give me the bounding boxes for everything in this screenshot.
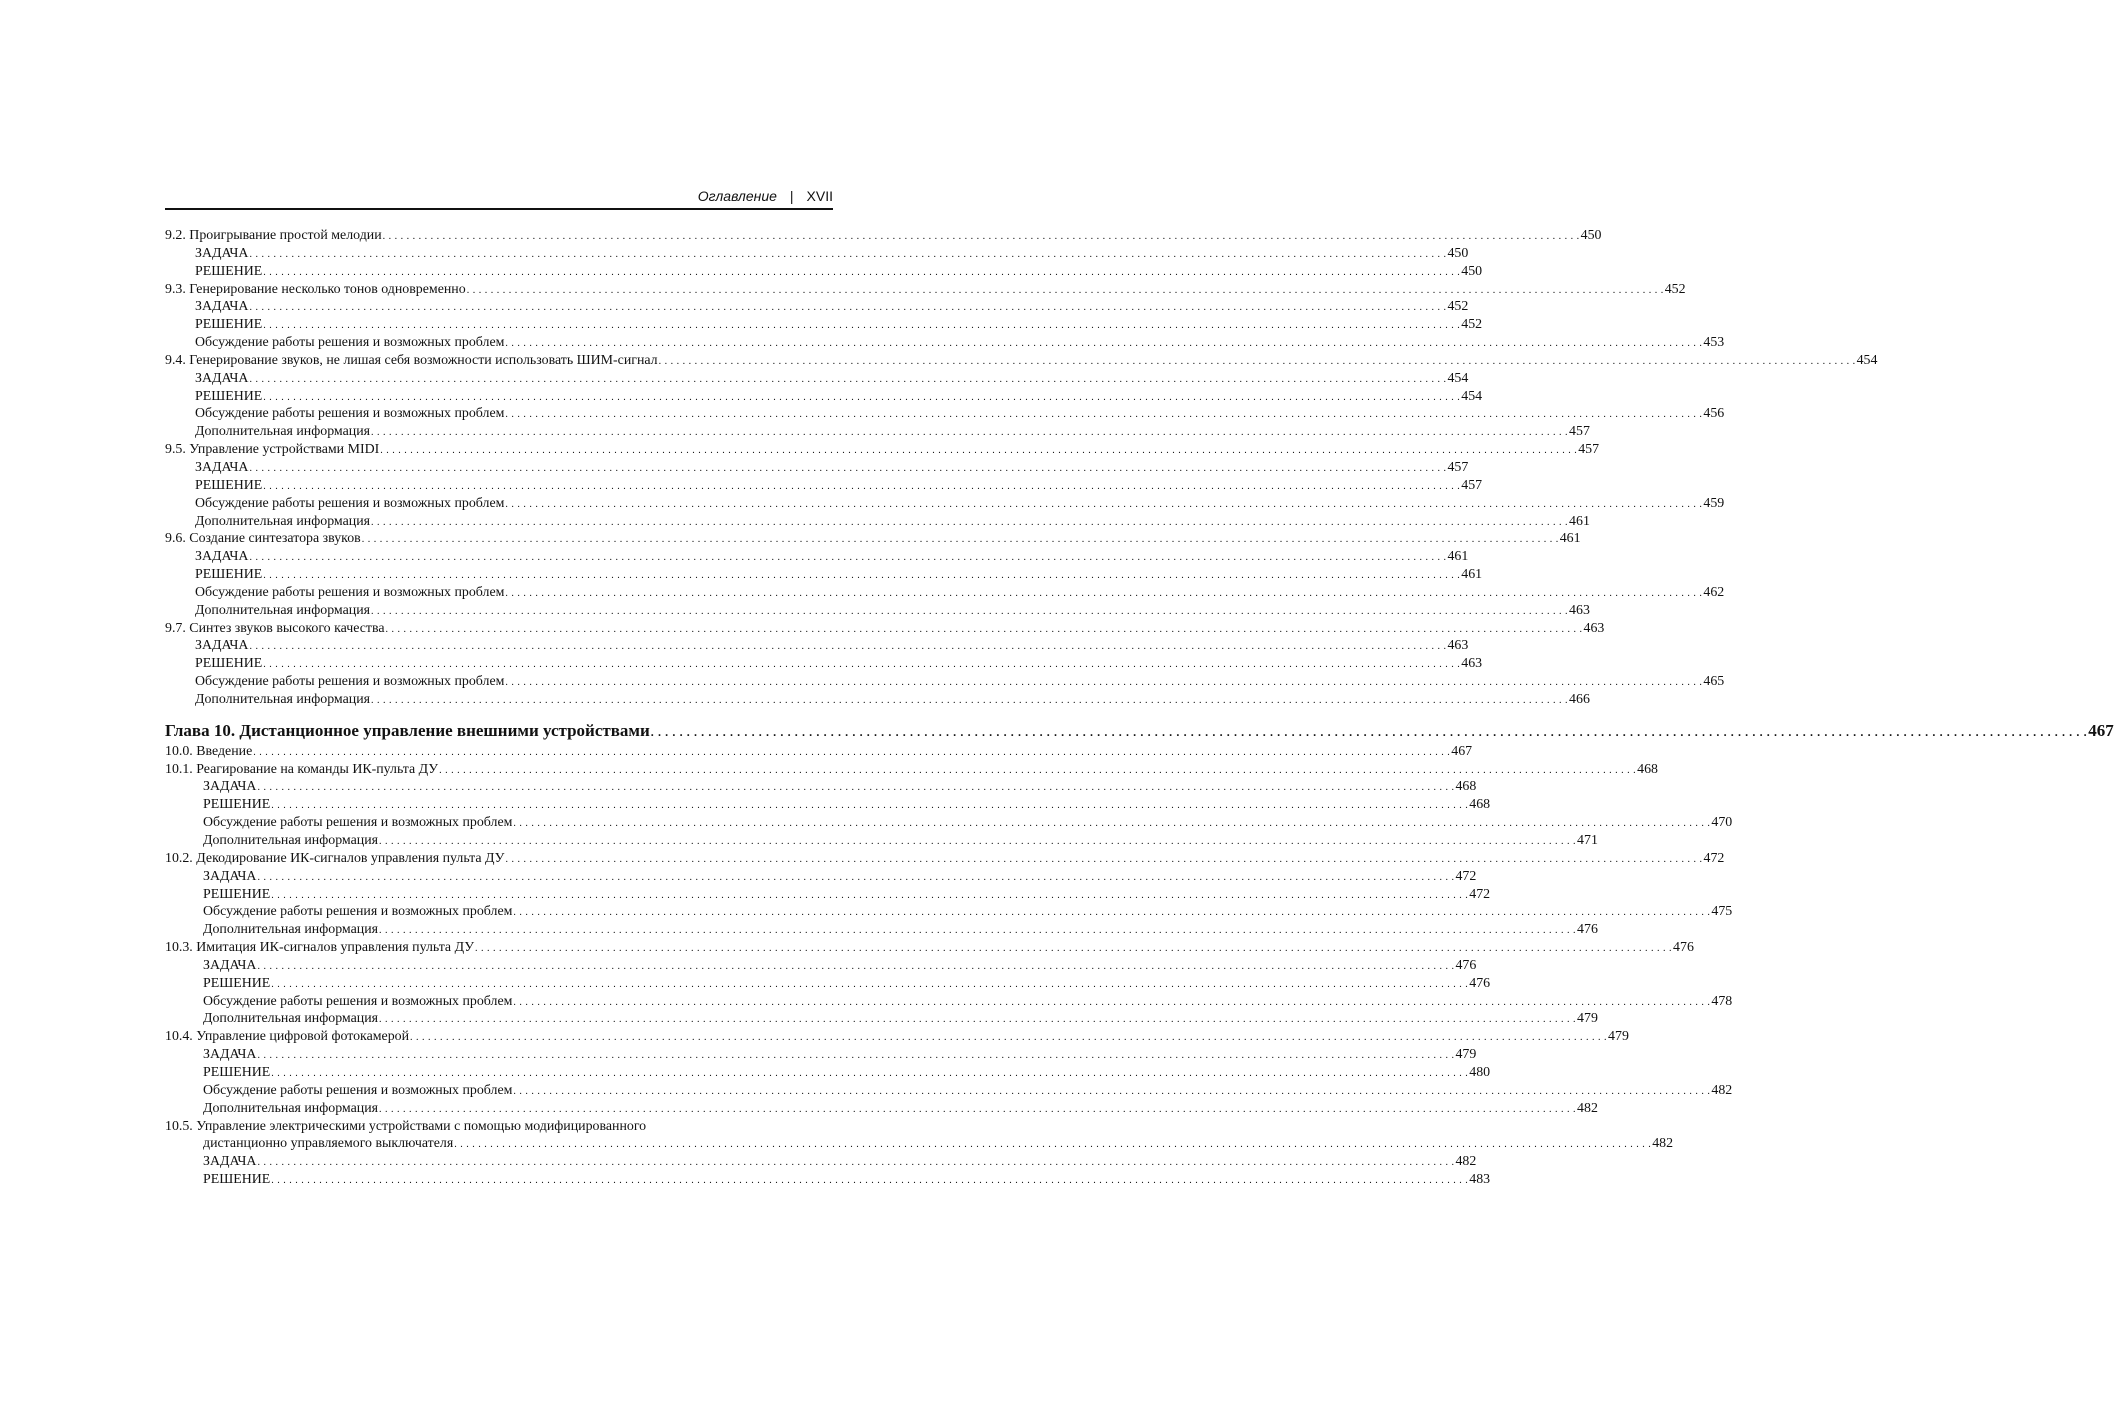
toc-entry — [165, 620, 1605, 638]
toc-dot-leader: . . . . . . . . . . . . . . . . . . . . . . . . . . . . . . . . . . . . . . . . . . . . . . . . . . . . . . . . . . . . . . . . . . . . . . . . . . . . . . . . . . . . . . . . . . . . . . . . . . . . . . . . . . . . . . . . . . . . . . . . . . . . . . . . . . . . . . . . . . . . . . . . . . . . . . . . . . . . . . . . . . . . . . . . . . . . . . . . . . . . . . . . . . . . . . . . . . . . . . . . — [382, 231, 1580, 242]
toc-page-number: 457 — [1461, 477, 1483, 493]
toc-entry-title: 10.5. Управление электрическими устройствами с помощью модифицированного — [165, 1118, 647, 1134]
toc-entry-title: ЗАДАЧА — [195, 370, 249, 386]
toc-entry — [165, 691, 1590, 709]
toc-entry — [165, 832, 1598, 850]
toc-entry-title: Обсуждение работы решения и возможных проблем — [195, 495, 505, 511]
toc-dot-leader: . . . . . . . . . . . . . . . . . . . . . . . . . . . . . . . . . . . . . . . . . . . . . . . . . . . . . . . . . . . . . . . . . . . . . . . . . . . . . . . . . . . . . . . . . . . . . . . . . . . . . . . . . . . . . . . . . . . . . . . . . . . . . . . . . . . . . . . . . . . . . . . . . . . . . . . . . . . . . . . . . . . . . . . . . . . . . . . . . . . . . . . . . . . . . . . . . . . . . . . . — [385, 623, 1583, 635]
toc-entry-title: Дополнительная информация — [203, 922, 379, 938]
toc-page-number: 450 — [1580, 228, 1602, 243]
toc-dot-leader: . . . . . . . . . . . . . . . . . . . . . . . . . . . . . . . . . . . . . . . . . . . . . . . . . . . . . . . . . . . . . . . . . . . . . . . . . . . . . . . . . . . . . . . . . . . . . . . . . . . . . . . . . . . . . . . . . . . . . . . . . . . . . . . . . . . . . . . . . . . . . . . . . . . . . . . . . . . . . . . . . . . . . . . . . . . . . . . . . . . . . . . . . . . . . . . . . . . . . . . . — [371, 694, 1569, 706]
toc-entry — [165, 1064, 1491, 1082]
toc-entry — [165, 814, 1733, 832]
toc-entry-title: Обсуждение работы решения и возможных проблем — [195, 584, 505, 600]
toc-page-number: 457 — [1447, 459, 1469, 475]
toc-dot-leader: . . . . . . . . . . . . . . . . . . . . . . . . . . . . . . . . . . . . . . . . . . . . . . . . . . . . . . . . . . . . . . . . . . . . . . . . . . . . . . . . . . . . . . . . . . . . . . . . . . . . . . . . . . . . . . . . . . . . . . . . . . . . . . . . . . . . . . . . . . . . . . . . . . . . . . . . . . . . . . . . . . . . . . . . . . . . . . . . . . . . . . . . . . . . . . . . . . . . . . . . — [271, 1175, 1469, 1187]
toc-entry-title: РЕШЕНИЕ — [195, 567, 263, 583]
toc-dot-leader: . . . . . . . . . . . . . . . . . . . . . . . . . . . . . . . . . . . . . . . . . . . . . . . . . . . . . . . . . . . . . . . . . . . . . . . . . . . . . . . . . . . . . . . . . . . . . . . . . . . . . . . . . . . . . . . . . . . . . . . . . . . . . . . . . . . . . . . . . . . . . . . . . . . . . . . . . . . . . . . . . . . . . . . . . . . . . . . . . . . . . . . . . . . . . . . . . . . . . . . . — [271, 978, 1469, 990]
toc-page-number: 480 — [1469, 1064, 1491, 1080]
toc-entry — [165, 1153, 1477, 1171]
toc-page-number: 450 — [1447, 245, 1469, 261]
table-of-contents — [165, 227, 2114, 1189]
toc-dot-leader: . . . . . . . . . . . . . . . . . . . . . . . . . . . . . . . . . . . . . . . . . . . . . . . . . . . . . . . . . . . . . . . . . . . . . . . . . . . . . . . . . . . . . . . . . . . . . . . . . . . . . . . . . . . . . . . . . . . . . . . . . . . . . . . . . . . . . . . . . . . . . . . . . . . . . . . . . . . . . . . . . . . . . . . . . . . . . . . . . . . . . . . . . . . . . . . . . . . . . . . . — [513, 996, 1711, 1008]
toc-entry-title: ЗАДАЧА — [195, 459, 249, 475]
toc-entry — [165, 903, 1733, 921]
toc-entry-title: дистанционно управляемого выключателя — [203, 1136, 454, 1152]
toc-dot-leader: . . . . . . . . . . . . . . . . . . . . . . . . . . . . . . . . . . . . . . . . . . . . . . . . . . . . . . . . . . . . . . . . . . . . . . . . . . . . . . . . . . . . . . . . . . . . . . . . . . . . . . . . . . . . . . . . . . . . . . . . . . . . . . . . . . . . . . . . . . . . . . . . . . . . . . . . . . . . . . . . . . . . . . . . . . . . . . . . . . . . . . . . . . . . . . . . . . . . . . . . — [249, 462, 1447, 474]
toc-page-number: 467 — [2088, 720, 2114, 740]
toc-page-number: 461 — [1559, 531, 1581, 547]
toc-entry-title: ЗАДАЧА — [195, 638, 249, 654]
toc-entry-title: ЗАДАЧА — [203, 779, 257, 795]
toc-entry-title: 9.5. Управление устройствами MIDI — [165, 442, 380, 458]
toc-dot-leader: . . . . . . . . . . . . . . . . . . . . . . . . . . . . . . . . . . . . . . . . . . . . . . . . . . . . . . . . . . . . . . . . . . . . . . . . . . . . . . . . . . . . . . . . . . . . . . . . . . . . . . . . . . . . . . . . . . . . . . . . . . . . . . . . . . . . . . . . . . . . . . . . . . . . . . . . . . . . . . . . . . . . . . . . . . . . . . . . . . . . . . . . . . . . . . . . . . . . . . . . — [513, 818, 1711, 830]
toc-entry-title: ЗАДАЧА — [195, 299, 249, 315]
toc-entry — [165, 1135, 1674, 1153]
header-section-name: Оглавление — [697, 188, 777, 204]
toc-entry — [165, 1118, 833, 1136]
toc-page-number: 457 — [1569, 424, 1590, 440]
toc-dot-leader: . . . . . . . . . . . . . . . . . . . . . . . . . . . . . . . . . . . . . . . . . . . . . . . . . . . . . . . . . . . . . . . . . . . . . . . . . . . . . . . . . . . . . . . . . . . . . . . . . . . . . . . . . . . . . . . . . . . . . . . . . . . . . . . . . . . . . . . . . . . . . . . . . . . . . . . . . . . . . . . . . . . . . . . . . . . . . . . . . . . . . . . . . . . . . . . . . . . . . . . . — [263, 659, 1461, 671]
toc-dot-leader: . . . . . . . . . . . . . . . . . . . . . . . . . . . . . . . . . . . . . . . . . . . . . . . . . . . . . . . . . . . . . . . . . . . . . . . . . . . . . . . . . . . . . . . . . . . . . . . . . . . . . . . . . . . . . . . . . . . . . . . . . . . . . . . . . . . . . . . . . . . . . . . . . . . . . . . . . . . . . . . . . . . . . . . . . . . . . . . . . . . . . . . . . . . . . . . . . . . . . . . . — [257, 1157, 1455, 1169]
toc-entry — [165, 921, 1598, 939]
toc-entry — [165, 1010, 1598, 1028]
toc-entry — [165, 743, 1473, 761]
toc-page-number: 452 — [1447, 299, 1469, 315]
toc-dot-leader: . . . . . . . . . . . . . . . . . . . . . . . . . . . . . . . . . . . . . . . . . . . . . . . . . . . . . . . . . . . . . . . . . . . . . . . . . . . . . . . . . . . . . . . . . . . . . . . . . . . . . . . . . . . . . . . . . . . . . . . . . . . . . . . . . . . . . . . . . . . . . . . . . . . . . . . . . . . . . . . . . . . . . . . . . . . . . . . . . . . . . . . . . . . . . . . . . . . . . . . . — [271, 800, 1469, 812]
toc-entry-title: ЗАДАЧА — [203, 868, 257, 884]
toc-page-number: 472 — [1703, 850, 1725, 866]
toc-entry — [165, 477, 1483, 495]
toc-dot-leader: . . . . . . . . . . . . . . . . . . . . . . . . . . . . . . . . . . . . . . . . . . . . . . . . . . . . . . . . . . . . . . . . . . . . . . . . . . . . . . . . . . . . . . . . . . . . . . . . . . . . . . . . . . . . . . . . . . . . . . . . . . . . . . . . . . . . . . . . . . . . . . . . . . . . . . . . . . . . . . . . . . . . . . . . . . . . . . . . . . . . . . . . . . . . . . . . . . . . . . . . — [263, 266, 1461, 278]
toc-entry-title: Дополнительная информация — [195, 691, 371, 707]
toc-entry-title: Обсуждение работы решения и возможных проблем — [203, 815, 513, 831]
toc-entry-title: 10.0. Введение — [165, 743, 253, 759]
toc-page-number: 482 — [1455, 1154, 1477, 1170]
toc-entry-title: ЗАДАЧА — [203, 1047, 257, 1063]
toc-page-number: 482 — [1577, 1100, 1598, 1116]
toc-entry-title: Обсуждение работы решения и возможных проблем — [195, 674, 505, 690]
toc-entry — [165, 334, 1725, 352]
toc-page-number: 467 — [1451, 743, 1473, 759]
toc-dot-leader: . . . . . . . . . . . . . . . . . . . . . . . . . . . . . . . . . . . . . . . . . . . . . . . . . . . . . . . . . . . . . . . . . . . . . . . . . . . . . . . . . . . . . . . . . . . . . . . . . . . . . . . . . . . . . . . . . . . . . . . . . . . . . . . . . . . . . . . . . . . . . . . . . . . . . . . . . . . . . . . . . . . . . . . . . . . . . . . . . . . . . . . . . . . . . . . . . . . . . . . . — [271, 889, 1469, 901]
toc-page-number: 472 — [1469, 886, 1491, 902]
toc-page-number: 463 — [1461, 656, 1483, 672]
toc-page-number: 454 — [1447, 370, 1469, 386]
toc-entry — [165, 263, 1483, 281]
toc-page-number: 479 — [1577, 1011, 1598, 1027]
toc-entry — [165, 245, 1469, 263]
toc-entry-title: Обсуждение работы решения и возможных проблем — [203, 904, 513, 920]
toc-page-number: 457 — [1578, 442, 1600, 458]
toc-entry — [165, 495, 1725, 513]
toc-entry-title: Дополнительная информация — [195, 602, 371, 618]
toc-page-number: 479 — [1608, 1029, 1629, 1045]
toc-page-number: 476 — [1577, 922, 1598, 938]
toc-entry-title: Дополнительная информация — [203, 833, 379, 848]
toc-entry — [165, 975, 1491, 993]
toc-page-number: 454 — [1461, 388, 1483, 404]
toc-dot-leader: . . . . . . . . . . . . . . . . . . . . . . . . . . . . . . . . . . . . . . . . . . . . . . . . . . . . . . . . . . . . . . . . . . . . . . . . . . . . . . . . . . . . . . . . . . . . . . . . . . . . . . . . . . . . . . . . . . . . . . . . . . . . . . . . . . . . . . . . . . . . . . . . . . . . . . . . . . . . . . . . . . . . . . . . . . . . . . . . . . . . . . . . . . . . . . . . . . . . . . . . — [380, 445, 1578, 457]
toc-page-number: 475 — [1711, 904, 1733, 920]
toc-page-number: 468 — [1637, 761, 1658, 777]
toc-entry-title: 10.3. Имитация ИК-сигналов управления пульта ДУ — [165, 940, 475, 956]
toc-entry — [165, 957, 1477, 975]
toc-entry-title: РЕШЕНИЕ — [203, 797, 271, 813]
toc-dot-leader: . . . . . . . . . . . . . . . . . . . . . . . . . . . . . . . . . . . . . . . . . . . . . . . . . . . . . . . . . . . . . . . . . . . . . . . . . . . . . . . . . . . . . . . . . . . . . . . . . . . . . . . . . . . . . . . . . . . . . . . . . . . . . . . . . . . . . . . . . . . . . . . . . . . . . . . . . . . . . . . . . . . . . . . . . . . . . . . . . . . . . . . . . . . . . . . . . . . . . . . . — [249, 641, 1447, 653]
toc-dot-leader: . . . . . . . . . . . . . . . . . . . . . . . . . . . . . . . . . . . . . . . . . . . . . . . . . . . . . . . . . . . . . . . . . . . . . . . . . . . . . . . . . . . . . . . . . . . . . . . . . . . . . . . . . . . . . . . . . . . . . . . . . . . . . . . . . . . . . . . . . . . . . . . . . . . . . . . . . . . . . . . . . . . . . . . . . . . . . . . . . . . . . . . . . . . . . . . . . . . . . . . . — [257, 782, 1455, 794]
toc-entry-title: РЕШЕНИЕ — [195, 388, 263, 404]
toc-dot-leader: . . . . . . . . . . . . . . . . . . . . . . . . . . . . . . . . . . . . . . . . . . . . . . . . . . . . . . . . . . . . . . . . . . . . . . . . . . . . . . . . . . . . . . . . . . . . . . . . . . . . . . . . . . . . . . . . . . . . . . . . . . . . . . . . . . . . . . . . . . . . . . . . . . . . . . . . . . . . . . . . . . . . . . . . . . . . . . . . . . . . . . . . . . . . . . . . . . . . . . . . — [263, 480, 1461, 492]
toc-entry — [165, 388, 1483, 406]
toc-entry-title: 10.2. Декодирование ИК-сигналов управления пульта ДУ — [165, 850, 505, 866]
toc-entry — [165, 1046, 1477, 1064]
toc-page-number: 450 — [1461, 263, 1483, 279]
toc-dot-leader: . . . . . . . . . . . . . . . . . . . . . . . . . . . . . . . . . . . . . . . . . . . . . . . . . . . . . . . . . . . . . . . . . . . . . . . . . . . . . . . . . . . . . . . . . . . . . . . . . . . . . . . . . . . . . . . . . . . . . . . . . . . . . . . . . . . . . . . . . . . . . . . . . . . . . . . . . . . . . . . . . . . . . . . . . . . . . . . . . . . . . . . . . . . . . . . . . . . . . . . . — [505, 498, 1703, 510]
toc-entry — [165, 778, 1477, 796]
toc-dot-leader: . . . . . . . . . . . . . . . . . . . . . . . . . . . . . . . . . . . . . . . . . . . . . . . . . . . . . . . . . . . . . . . . . . . . . . . . . . . . . . . . . . . . . . . . . . . . . . . . . . . . . . . . . . . . . . . . . . . . . . . . . . . . . . . . . . . . . . . . . . . . . . . . . . . . . . . . . . . . . . . . . . . . . . . . . . . . . . . . . . . . . . . . . . . . . . . . . . . . . . . . — [249, 552, 1447, 564]
toc-entry-title: РЕШЕНИЕ — [203, 886, 271, 902]
toc-dot-leader: . . . . . . . . . . . . . . . . . . . . . . . . . . . . . . . . . . . . . . . . . . . . . . . . . . . . . . . . . . . . . . . . . . . . . . . . . . . . . . . . . . . . . . . . . . . . . . . . . . . . . . . . . . . . . . . . . . . . . . . . . . . . . . . . . . . . . . . . . . . . . . . . . . . . . . . . . . . . . . . . . . . . . . . . . . . . . . . . . . . . . . . . . . . . . . . . . . . . . . . . — [379, 836, 1577, 847]
toc-page-number: 471 — [1577, 833, 1598, 848]
toc-dot-leader: . . . . . . . . . . . . . . . . . . . . . . . . . . . . . . . . . . . . . . . . . . . . . . . . . . . . . . . . . . . . . . . . . . . . . . . . . . . . . . . . . . . . . . . . . . . . . . . . . . . . . . . . . . . . . . . . . . . . . . . . . . . . . . . . . . . . . . . . . . . . . . . . . . . . . . . . . . . . . . . . . . . . . . . . . . . . . . . . . . . . . . . . . . . . . . . . . . . . . . . . — [271, 1067, 1469, 1079]
toc-entry-title: Обсуждение работы решения и возможных проблем — [195, 335, 505, 351]
toc-entry — [165, 761, 1658, 779]
toc-entry — [165, 655, 1483, 673]
toc-entry-title: ЗАДАЧА — [195, 549, 249, 565]
toc-page-number: 472 — [1455, 868, 1477, 884]
toc-entry-title: Обсуждение работы решения и возможных проблем — [203, 993, 513, 1009]
toc-page-number: 461 — [1569, 513, 1590, 529]
toc-entry-title: РЕШЕНИЕ — [203, 975, 271, 991]
toc-entry — [165, 227, 1602, 245]
toc-entry-title: 10.4. Управление цифровой фотокамерой — [165, 1029, 410, 1045]
toc-page-number: 461 — [1461, 567, 1483, 583]
toc-entry — [165, 1028, 1629, 1046]
toc-dot-leader: . . . . . . . . . . . . . . . . . . . . . . . . . . . . . . . . . . . . . . . . . . . . . . . . . . . . . . . . . . . . . . . . . . . . . . . . . . . . . . . . . . . . . . . . . . . . . . . . . . . . . . . . . . . . . . . . . . . . . . . . . . . . . . . . . . . . . . . . . . . . . . . . . . . . . . . . . . . . . . . . . . . . . . . . . . . . . . . . . . . . . . . . . . . . . . . . . . . . . . . . — [505, 338, 1703, 350]
toc-entry — [165, 441, 1600, 459]
toc-dot-leader: . . . . . . . . . . . . . . . . . . . . . . . . . . . . . . . . . . . . . . . . . . . . . . . . . . . . . . . . . . . . . . . . . . . . . . . . . . . . . . . . . . . . . . . . . . . . . . . . . . . . . . . . . . . . . . . . . . . . . . . . . . . . . . . . . . . . . . . . . . . . . . . . . . . . . . . . . . . . . . . . . . . . . . . . . . . . . . . . . . . . . . . . . . . . . . . . . . . . . . . . — [263, 391, 1461, 403]
toc-dot-leader: . . . . . . . . . . . . . . . . . . . . . . . . . . . . . . . . . . . . . . . . . . . . . . . . . . . . . . . . . . . . . . . . . . . . . . . . . . . . . . . . . . . . . . . . . . . . . . . . . . . . . . . . . . . . . . . . . . . . . . . . . . . . . . . . . . . . . . . . . . . . . . . . . . . . . . . . . . . . . . . . . . . . . . . . . . . . . . . . . . . . . . . . . . . . . . . . . . . . . . . . — [650, 724, 2088, 739]
toc-dot-leader: . . . . . . . . . . . . . . . . . . . . . . . . . . . . . . . . . . . . . . . . . . . . . . . . . . . . . . . . . . . . . . . . . . . . . . . . . . . . . . . . . . . . . . . . . . . . . . . . . . . . . . . . . . . . . . . . . . . . . . . . . . . . . . . . . . . . . . . . . . . . . . . . . . . . . . . . . . . . . . . . . . . . . . . . . . . . . . . . . . . . . . . . . . . . . . . . . . . . . . . . — [257, 1050, 1455, 1062]
toc-page-number: 476 — [1455, 957, 1477, 973]
toc-page-number: 466 — [1569, 691, 1590, 707]
toc-dot-leader: . . . . . . . . . . . . . . . . . . . . . . . . . . . . . . . . . . . . . . . . . . . . . . . . . . . . . . . . . . . . . . . . . . . . . . . . . . . . . . . . . . . . . . . . . . . . . . . . . . . . . . . . . . . . . . . . . . . . . . . . . . . . . . . . . . . . . . . . . . . . . . . . . . . . . . . . . . . . . . . . . . . . . . . . . . . . . . . . . . . . . . . . . . . . . . . . . . . . . . . . — [513, 907, 1711, 919]
toc-page-number: 454 — [1856, 352, 1878, 368]
toc-page-number: 463 — [1583, 620, 1605, 636]
toc-entry-title: РЕШЕНИЕ — [195, 656, 263, 672]
toc-entry-title: 10.1. Реагирование на команды ИК-пульта ДУ — [165, 761, 439, 777]
toc-dot-leader: . . . . . . . . . . . . . . . . . . . . . . . . . . . . . . . . . . . . . . . . . . . . . . . . . . . . . . . . . . . . . . . . . . . . . . . . . . . . . . . . . . . . . . . . . . . . . . . . . . . . . . . . . . . . . . . . . . . . . . . . . . . . . . . . . . . . . . . . . . . . . . . . . . . . . . . . . . . . . . . . . . . . . . . . . . . . . . . . . . . . . . . . . . . . . . . . . . . . . . . . — [439, 764, 1637, 776]
toc-page-number: 463 — [1447, 638, 1469, 654]
toc-dot-leader: . . . . . . . . . . . . . . . . . . . . . . . . . . . . . . . . . . . . . . . . . . . . . . . . . . . . . . . . . . . . . . . . . . . . . . . . . . . . . . . . . . . . . . . . . . . . . . . . . . . . . . . . . . . . . . . . . . . . . . . . . . . . . . . . . . . . . . . . . . . . . . . . . . . . . . . . . . . . . . . . . . . . . . . . . . . . . . . . . . . . . . . . . . . . . . . . . . . . . . . . — [466, 284, 1664, 296]
header-separator: | — [789, 188, 794, 204]
running-header — [165, 187, 833, 205]
toc-entry-title: РЕШЕНИЕ — [195, 317, 263, 333]
toc-entry — [165, 868, 1477, 886]
toc-dot-leader: . . . . . . . . . . . . . . . . . . . . . . . . . . . . . . . . . . . . . . . . . . . . . . . . . . . . . . . . . . . . . . . . . . . . . . . . . . . . . . . . . . . . . . . . . . . . . . . . . . . . . . . . . . . . . . . . . . . . . . . . . . . . . . . . . . . . . . . . . . . . . . . . . . . . . . . . . . . . . . . . . . . . . . . . . . . . . . . . . . . . . . . . . . . . . . . . . . . . . . . . — [249, 373, 1447, 385]
toc-entry — [165, 850, 1725, 868]
toc-entry — [165, 637, 1469, 655]
toc-entry-title: РЕШЕНИЕ — [203, 1064, 271, 1080]
toc-entry — [165, 1171, 1491, 1189]
toc-dot-leader: . . . . . . . . . . . . . . . . . . . . . . . . . . . . . . . . . . . . . . . . . . . . . . . . . . . . . . . . . . . . . . . . . . . . . . . . . . . . . . . . . . . . . . . . . . . . . . . . . . . . . . . . . . . . . . . . . . . . . . . . . . . . . . . . . . . . . . . . . . . . . . . . . . . . . . . . . . . . . . . . . . . . . . . . . . . . . . . . . . . . . . . . . . . . . . . . . . . . . . . . — [475, 943, 1673, 955]
toc-dot-leader: . . . . . . . . . . . . . . . . . . . . . . . . . . . . . . . . . . . . . . . . . . . . . . . . . . . . . . . . . . . . . . . . . . . . . . . . . . . . . . . . . . . . . . . . . . . . . . . . . . . . . . . . . . . . . . . . . . . . . . . . . . . . . . . . . . . . . . . . . . . . . . . . . . . . . . . . . . . . . . . . . . . . . . . . . . . . . . . . . . . . . . . . . . . . . . . . . . . . . . . . — [505, 853, 1703, 865]
toc-entry — [165, 993, 1733, 1011]
toc-entry — [165, 459, 1469, 477]
toc-entry-title: Дополнительная информация — [203, 1011, 379, 1027]
toc-dot-leader: . . . . . . . . . . . . . . . . . . . . . . . . . . . . . . . . . . . . . . . . . . . . . . . . . . . . . . . . . . . . . . . . . . . . . . . . . . . . . . . . . . . . . . . . . . . . . . . . . . . . . . . . . . . . . . . . . . . . . . . . . . . . . . . . . . . . . . . . . . . . . . . . . . . . . . . . . . . . . . . . . . . . . . . . . . . . . . . . . . . . . . . . . . . . . . . . . . . . . . . . — [505, 587, 1703, 599]
toc-entry — [165, 796, 1491, 814]
toc-entry — [165, 1100, 1598, 1118]
toc-dot-leader: . . . . . . . . . . . . . . . . . . . . . . . . . . . . . . . . . . . . . . . . . . . . . . . . . . . . . . . . . . . . . . . . . . . . . . . . . . . . . . . . . . . . . . . . . . . . . . . . . . . . . . . . . . . . . . . . . . . . . . . . . . . . . . . . . . . . . . . . . . . . . . . . . . . . . . . . . . . . . . . . . . . . . . . . . . . . . . . . . . . . . . . . . . . . . . . . . . . . . . . . — [505, 409, 1703, 421]
toc-dot-leader: . . . . . . . . . . . . . . . . . . . . . . . . . . . . . . . . . . . . . . . . . . . . . . . . . . . . . . . . . . . . . . . . . . . . . . . . . . . . . . . . . . . . . . . . . . . . . . . . . . . . . . . . . . . . . . . . . . . . . . . . . . . . . . . . . . . . . . . . . . . . . . . . . . . . . . . . . . . . . . . . . . . . . . . . . . . . . . . . . . . . . . . . . . . . . . . . . . . . . . . . — [371, 427, 1569, 439]
toc-entry-title: 9.3. Генерирование несколько тонов одновременно — [165, 281, 466, 297]
toc-page-number: 482 — [1652, 1136, 1674, 1152]
toc-entry-title: ЗАДАЧА — [203, 1154, 257, 1170]
toc-entry-title: РЕШЕНИЕ — [203, 1172, 271, 1188]
toc-entry — [165, 584, 1725, 602]
toc-entry-title: 9.7. Синтез звуков высокого качества — [165, 620, 385, 636]
toc-entry-title: Обсуждение работы решения и возможных проблем — [203, 1082, 513, 1098]
toc-entry — [165, 673, 1725, 691]
toc-entry-title: ЗАДАЧА — [203, 957, 257, 973]
toc-entry — [165, 939, 1694, 957]
toc-dot-leader: . . . . . . . . . . . . . . . . . . . . . . . . . . . . . . . . . . . . . . . . . . . . . . . . . . . . . . . . . . . . . . . . . . . . . . . . . . . . . . . . . . . . . . . . . . . . . . . . . . . . . . . . . . . . . . . . . . . . . . . . . . . . . . . . . . . . . . . . . . . . . . . . . . . . . . . . . . . . . . . . . . . . . . . . . . . . . . . . . . . . . . . . . . . . . . . . . . . . . . . . — [379, 925, 1577, 937]
toc-dot-leader: . . . . . . . . . . . . . . . . . . . . . . . . . . . . . . . . . . . . . . . . . . . . . . . . . . . . . . . . . . . . . . . . . . . . . . . . . . . . . . . . . . . . . . . . . . . . . . . . . . . . . . . . . . . . . . . . . . . . . . . . . . . . . . . . . . . . . . . . . . . . . . . . . . . . . . . . . . . . . . . . . . . . . . . . . . . . . . . . . . . . . . . . . . . . . . . . . . . . . . . . — [371, 605, 1569, 617]
toc-entry-title: Дополнительная информация — [195, 424, 371, 440]
toc-entry-title: ЗАДАЧА — [195, 245, 249, 261]
toc-entry — [165, 530, 1581, 548]
toc-entry-title: 9.2. Проигрывание простой мелодии — [165, 228, 382, 243]
toc-page-number: 468 — [1455, 779, 1477, 795]
toc-dot-leader: . . . . . . . . . . . . . . . . . . . . . . . . . . . . . . . . . . . . . . . . . . . . . . . . . . . . . . . . . . . . . . . . . . . . . . . . . . . . . . . . . . . . . . . . . . . . . . . . . . . . . . . . . . . . . . . . . . . . . . . . . . . . . . . . . . . . . . . . . . . . . . . . . . . . . . . . . . . . . . . . . . . . . . . . . . . . . . . . . . . . . . . . . . . . . . . . . . . . . . . . — [454, 1139, 1652, 1151]
header-page-number: XVII — [806, 188, 833, 204]
toc-entry-title: Глава 10. Дистанционное управление внешними устройствами — [165, 720, 650, 740]
toc-page-number: 479 — [1455, 1047, 1477, 1063]
toc-dot-leader: . . . . . . . . . . . . . . . . . . . . . . . . . . . . . . . . . . . . . . . . . . . . . . . . . . . . . . . . . . . . . . . . . . . . . . . . . . . . . . . . . . . . . . . . . . . . . . . . . . . . . . . . . . . . . . . . . . . . . . . . . . . . . . . . . . . . . . . . . . . . . . . . . . . . . . . . . . . . . . . . . . . . . . . . . . . . . . . . . . . . . . . . . . . . . . . . . . . . . . . . — [379, 1014, 1577, 1026]
toc-page-number: 461 — [1447, 549, 1469, 565]
toc-dot-leader: . . . . . . . . . . . . . . . . . . . . . . . . . . . . . . . . . . . . . . . . . . . . . . . . . . . . . . . . . . . . . . . . . . . . . . . . . . . . . . . . . . . . . . . . . . . . . . . . . . . . . . . . . . . . . . . . . . . . . . . . . . . . . . . . . . . . . . . . . . . . . . . . . . . . . . . . . . . . . . . . . . . . . . . . . . . . . . . . . . . . . . . . . . . . . . . . . . . . . . . . — [249, 302, 1447, 314]
toc-entry — [165, 566, 1483, 584]
toc-page-number: 453 — [1703, 335, 1725, 351]
toc-entry — [165, 352, 1878, 370]
toc-dot-leader: . . . . . . . . . . . . . . . . . . . . . . . . . . . . . . . . . . . . . . . . . . . . . . . . . . . . . . . . . . . . . . . . . . . . . . . . . . . . . . . . . . . . . . . . . . . . . . . . . . . . . . . . . . . . . . . . . . . . . . . . . . . . . . . . . . . . . . . . . . . . . . . . . . . . . . . . . . . . . . . . . . . . . . . . . . . . . . . . . . . . . . . . . . . . . . . . . . . . . . . . — [410, 1032, 1608, 1044]
toc-entry — [165, 281, 1686, 299]
toc-entry — [165, 513, 1590, 531]
toc-chapter-entry — [165, 720, 2114, 742]
toc-dot-leader: . . . . . . . . . . . . . . . . . . . . . . . . . . . . . . . . . . . . . . . . . . . . . . . . . . . . . . . . . . . . . . . . . . . . . . . . . . . . . . . . . . . . . . . . . . . . . . . . . . . . . . . . . . . . . . . . . . . . . . . . . . . . . . . . . . . . . . . . . . . . . . . . . . . . . . . . . . . . . . . . . . . . . . . . . . . . . . . . . . . . . . . . . . . . . . . . . . . . . . . . — [263, 570, 1461, 582]
toc-dot-leader: . . . . . . . . . . . . . . . . . . . . . . . . . . . . . . . . . . . . . . . . . . . . . . . . . . . . . . . . . . . . . . . . . . . . . . . . . . . . . . . . . . . . . . . . . . . . . . . . . . . . . . . . . . . . . . . . . . . . . . . . . . . . . . . . . . . . . . . . . . . . . . . . . . . . . . . . . . . . . . . . . . . . . . . . . . . . . . . . . . . . . . . . . . . . . . . . . . . . . . . . — [505, 677, 1703, 689]
toc-page-number: 463 — [1569, 602, 1590, 618]
toc-page-number: 462 — [1703, 584, 1725, 600]
toc-entry-title: РЕШЕНИЕ — [195, 263, 263, 279]
toc-dot-leader: . . . . . . . . . . . . . . . . . . . . . . . . . . . . . . . . . . . . . . . . . . . . . . . . . . . . . . . . . . . . . . . . . . . . . . . . . . . . . . . . . . . . . . . . . . . . . . . . . . . . . . . . . . . . . . . . . . . . . . . . . . . . . . . . . . . . . . . . . . . . . . . . . . . . . . . . . . . . . . . . . . . . . . . . . . . . . . . . . . . . . . . . . . . . . . . . . . . . . . . . — [371, 516, 1569, 528]
toc-page-number: 456 — [1703, 406, 1725, 422]
toc-entry — [165, 405, 1725, 423]
toc-dot-leader: . . . . . . . . . . . . . . . . . . . . . . . . . . . . . . . . . . . . . . . . . . . . . . . . . . . . . . . . . . . . . . . . . . . . . . . . . . . . . . . . . . . . . . . . . . . . . . . . . . . . . . . . . . . . . . . . . . . . . . . . . . . . . . . . . . . . . . . . . . . . . . . . . . . . . . . . . . . . . . . . . . . . . . . . . . . . . . . . . . . . . . . . . . . . . . . . . . . . . . . . — [513, 1085, 1711, 1097]
toc-entry — [165, 316, 1483, 334]
toc-entry-title: Обсуждение работы решения и возможных проблем — [195, 406, 505, 422]
toc-entry-title: 9.4. Генерирование звуков, не лишая себя возможности использовать ШИМ-сигнал — [165, 352, 658, 368]
toc-dot-leader: . . . . . . . . . . . . . . . . . . . . . . . . . . . . . . . . . . . . . . . . . . . . . . . . . . . . . . . . . . . . . . . . . . . . . . . . . . . . . . . . . . . . . . . . . . . . . . . . . . . . . . . . . . . . . . . . . . . . . . . . . . . . . . . . . . . . . . . . . . . . . . . . . . . . . . . . . . . . . . . . . . . . . . . . . . . . . . . . . . . . . . . . . . . . . . . . . . . . . . . . — [249, 248, 1447, 260]
toc-entry-title: 9.6. Создание синтезатора звуков — [165, 531, 361, 547]
toc-page-number: 483 — [1469, 1172, 1491, 1188]
toc-page-number: 452 — [1664, 281, 1686, 297]
toc-entry — [165, 602, 1590, 620]
toc-page-number: 468 — [1469, 797, 1491, 813]
toc-page-number: 470 — [1711, 815, 1733, 831]
toc-entry — [165, 886, 1491, 904]
toc-page-number: 476 — [1673, 940, 1694, 956]
toc-entry-title: Дополнительная информация — [195, 513, 371, 529]
toc-entry-title: РЕШЕНИЕ — [195, 477, 263, 493]
toc-dot-leader: . . . . . . . . . . . . . . . . . . . . . . . . . . . . . . . . . . . . . . . . . . . . . . . . . . . . . . . . . . . . . . . . . . . . . . . . . . . . . . . . . . . . . . . . . . . . . . . . . . . . . . . . . . . . . . . . . . . . . . . . . . . . . . . . . . . . . . . . . . . . . . . . . . . . . . . . . . . . . . . . . . . . . . . . . . . . . . . . . . . . . . . . . . . . . . . . . . . . . . . . — [379, 1103, 1577, 1115]
toc-entry — [165, 1082, 1733, 1100]
toc-entry — [165, 548, 1469, 566]
toc-page-number: 452 — [1461, 317, 1483, 333]
header-rule — [165, 208, 833, 210]
toc-page-number: 478 — [1711, 993, 1733, 1009]
toc-page-number: 482 — [1711, 1082, 1733, 1098]
toc-dot-leader: . . . . . . . . . . . . . . . . . . . . . . . . . . . . . . . . . . . . . . . . . . . . . . . . . . . . . . . . . . . . . . . . . . . . . . . . . . . . . . . . . . . . . . . . . . . . . . . . . . . . . . . . . . . . . . . . . . . . . . . . . . . . . . . . . . . . . . . . . . . . . . . . . . . . . . . . . . . . . . . . . . . . . . . . . . . . . . . . . . . . . . . . . . . . . . . . . . . . . . . . — [253, 746, 1451, 758]
toc-dot-leader: . . . . . . . . . . . . . . . . . . . . . . . . . . . . . . . . . . . . . . . . . . . . . . . . . . . . . . . . . . . . . . . . . . . . . . . . . . . . . . . . . . . . . . . . . . . . . . . . . . . . . . . . . . . . . . . . . . . . . . . . . . . . . . . . . . . . . . . . . . . . . . . . . . . . . . . . . . . . . . . . . . . . . . . . . . . . . . . . . . . . . . . . . . . . . . . . . . . . . . . . — [658, 355, 1856, 367]
toc-page-number: 459 — [1703, 495, 1725, 511]
toc-entry — [165, 370, 1469, 388]
toc-entry — [165, 423, 1590, 441]
toc-dot-leader: . . . . . . . . . . . . . . . . . . . . . . . . . . . . . . . . . . . . . . . . . . . . . . . . . . . . . . . . . . . . . . . . . . . . . . . . . . . . . . . . . . . . . . . . . . . . . . . . . . . . . . . . . . . . . . . . . . . . . . . . . . . . . . . . . . . . . . . . . . . . . . . . . . . . . . . . . . . . . . . . . . . . . . . . . . . . . . . . . . . . . . . . . . . . . . . . . . . . . . . . — [257, 960, 1455, 972]
toc-page-number: 476 — [1469, 975, 1491, 991]
toc-dot-leader: . . . . . . . . . . . . . . . . . . . . . . . . . . . . . . . . . . . . . . . . . . . . . . . . . . . . . . . . . . . . . . . . . . . . . . . . . . . . . . . . . . . . . . . . . . . . . . . . . . . . . . . . . . . . . . . . . . . . . . . . . . . . . . . . . . . . . . . . . . . . . . . . . . . . . . . . . . . . . . . . . . . . . . . . . . . . . . . . . . . . . . . . . . . . . . . . . . . . . . . . — [257, 871, 1455, 883]
toc-page-number: 465 — [1703, 674, 1725, 690]
toc-entry-title: Дополнительная информация — [203, 1100, 379, 1116]
toc-dot-leader: . . . . . . . . . . . . . . . . . . . . . . . . . . . . . . . . . . . . . . . . . . . . . . . . . . . . . . . . . . . . . . . . . . . . . . . . . . . . . . . . . . . . . . . . . . . . . . . . . . . . . . . . . . . . . . . . . . . . . . . . . . . . . . . . . . . . . . . . . . . . . . . . . . . . . . . . . . . . . . . . . . . . . . . . . . . . . . . . . . . . . . . . . . . . . . . . . . . . . . . . — [263, 320, 1461, 332]
toc-dot-leader: . . . . . . . . . . . . . . . . . . . . . . . . . . . . . . . . . . . . . . . . . . . . . . . . . . . . . . . . . . . . . . . . . . . . . . . . . . . . . . . . . . . . . . . . . . . . . . . . . . . . . . . . . . . . . . . . . . . . . . . . . . . . . . . . . . . . . . . . . . . . . . . . . . . . . . . . . . . . . . . . . . . . . . . . . . . . . . . . . . . . . . . . . . . . . . . . . . . . . . . . — [361, 534, 1559, 546]
toc-entry — [165, 298, 1469, 316]
